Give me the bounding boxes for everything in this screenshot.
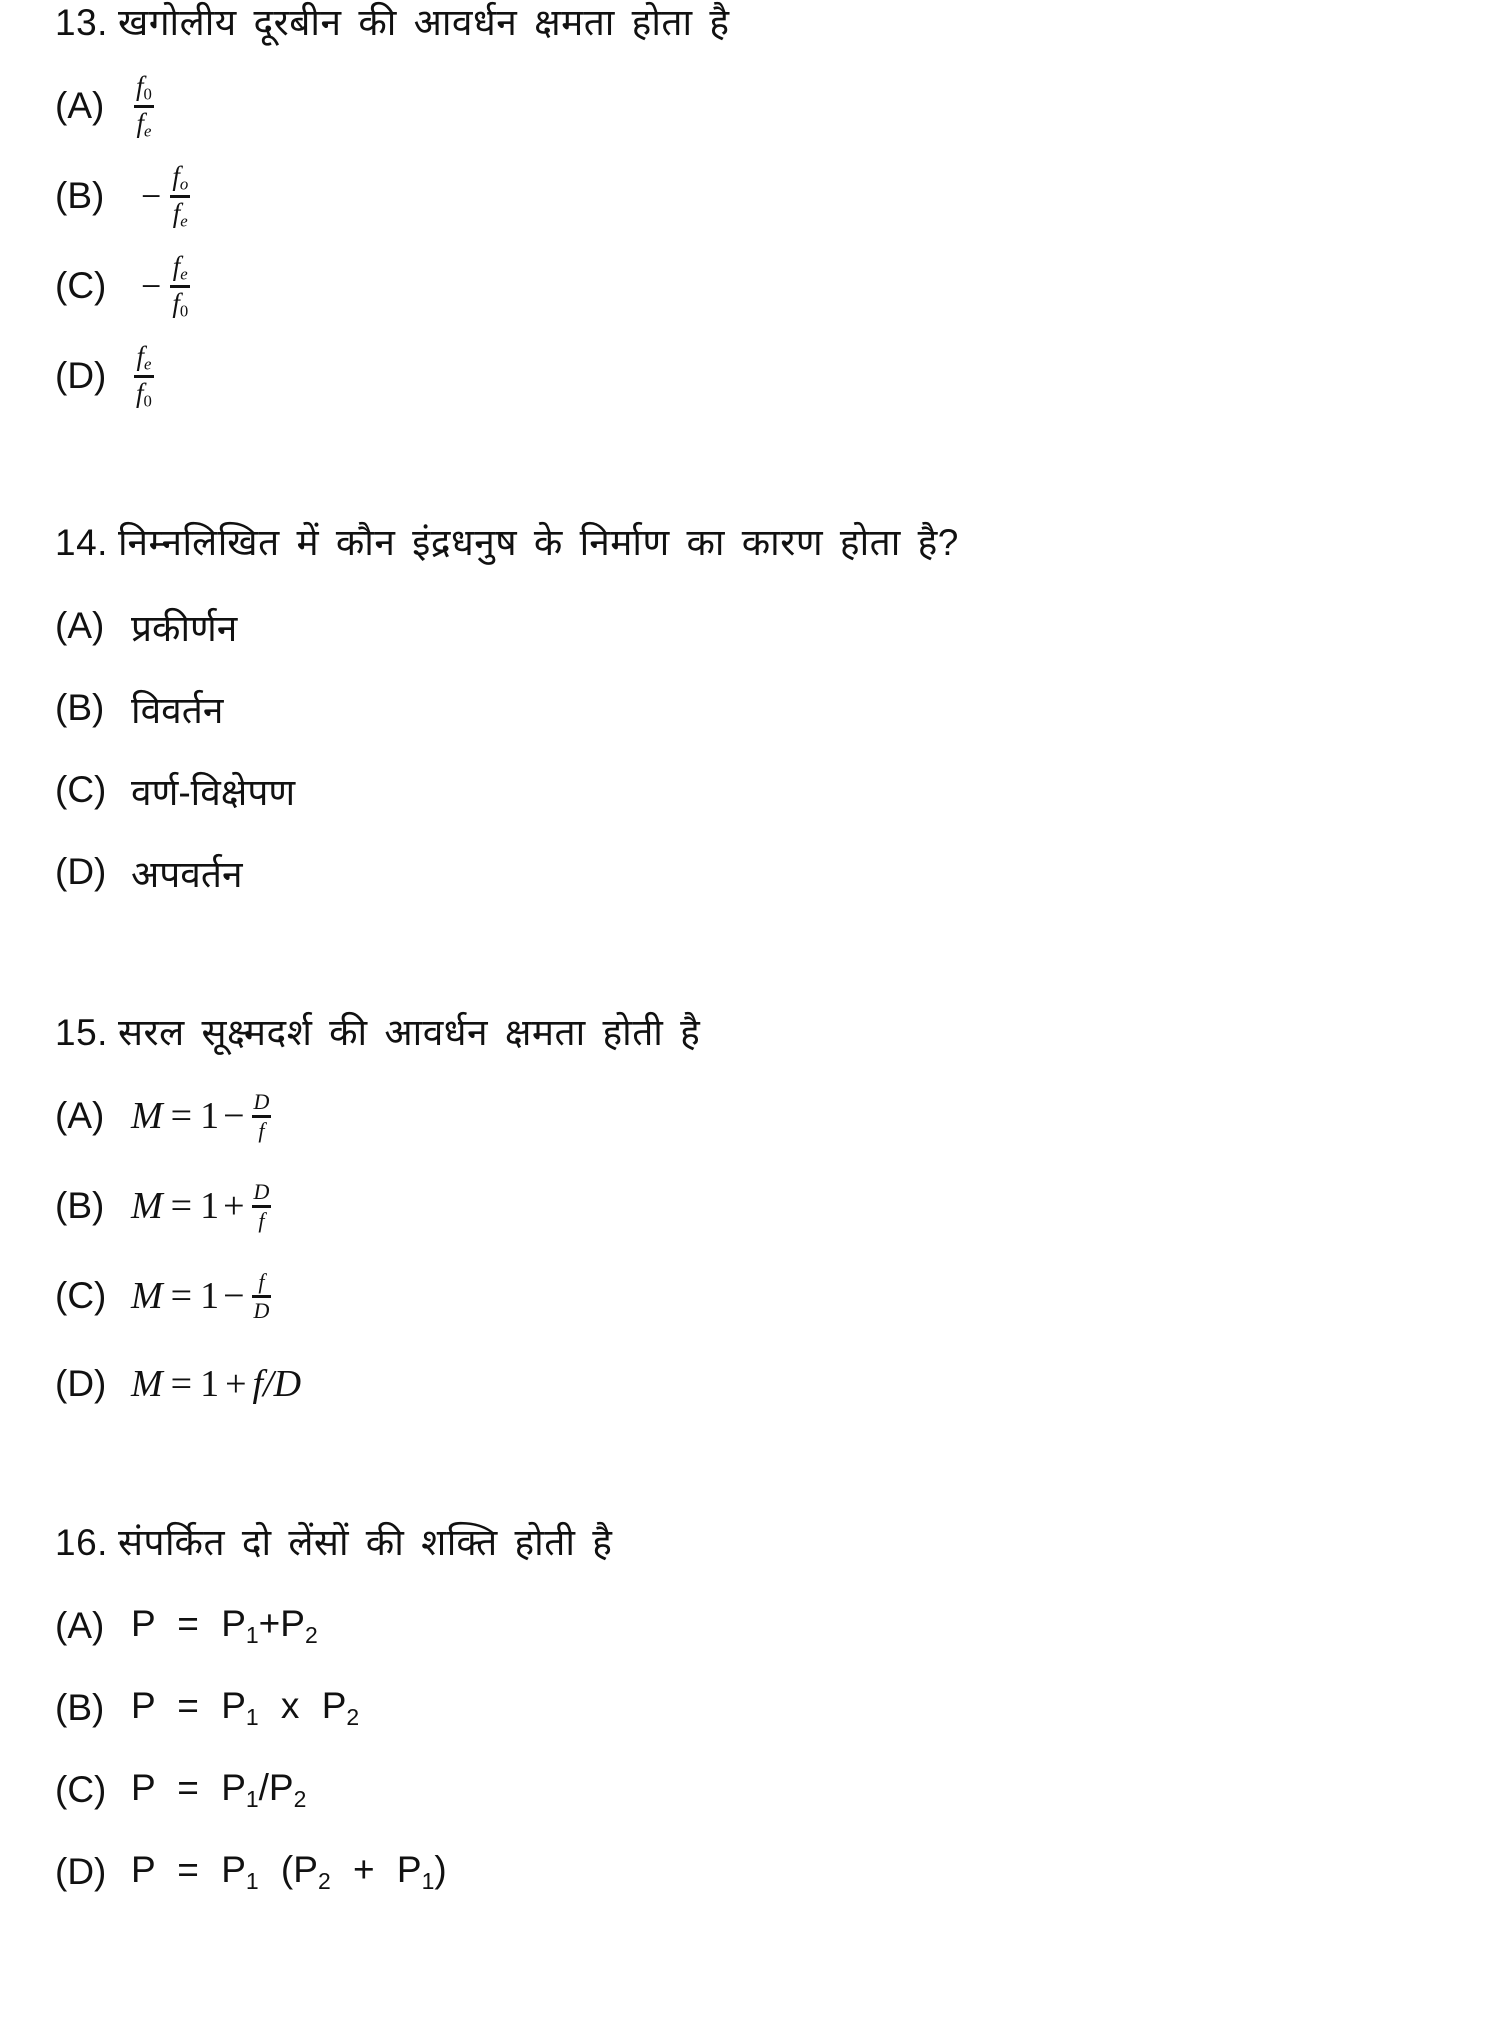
option-14-c[interactable] (55, 750, 295, 830)
question-number: 16. (55, 1522, 108, 1563)
fraction: $\frac{D}{f}$ (253, 1179, 270, 1233)
option-14-d[interactable] (55, 832, 242, 912)
option-label: (A) (55, 1605, 105, 1646)
option-label: (A) (55, 605, 105, 646)
option-label: (D) (55, 851, 107, 892)
question-14-text (55, 520, 1455, 566)
option-label: (D) (55, 355, 107, 396)
option-label: (B) (55, 1687, 105, 1728)
option-label: (A) (55, 85, 105, 126)
question-14 (55, 520, 1455, 895)
option-label: (B) (55, 687, 105, 728)
formula: M = 1 + $\frac{D}{f}$ (131, 1179, 270, 1233)
option-text: अपवर्तन (131, 853, 243, 895)
option-label: (B) (55, 175, 105, 216)
fraction: $\frac{fe}{f_0}$ (136, 341, 152, 411)
option-label: (C) (55, 1769, 107, 1810)
question-16-text (55, 1520, 1455, 1566)
option-label: (A) (55, 1095, 105, 1136)
minus-sign: − (141, 266, 162, 306)
question-number: 15. (55, 1012, 108, 1053)
formula: M = 1 + f/D (131, 1363, 302, 1405)
option-label: (D) (55, 1851, 107, 1892)
option-16-d[interactable] (55, 1832, 447, 1912)
question-15 (55, 1010, 1455, 1405)
option-13-c[interactable] (55, 246, 193, 326)
option-16-b[interactable] (55, 1668, 359, 1748)
question-prompt: खगोलीय दूरबीन की आवर्धन क्षमता होता है (117, 2, 730, 43)
option-text: विवर्तन (131, 689, 224, 731)
option-16-a[interactable] (55, 1586, 318, 1666)
formula: $P = P_1$ $(P_2 + P_1)$ (131, 1849, 447, 1894)
question-number: 13. (55, 2, 108, 43)
question-prompt: सरल सूक्ष्मदर्श की आवर्धन क्षमता होती है (117, 1012, 701, 1053)
option-13-d[interactable] (55, 336, 157, 416)
question-15-text (55, 1010, 1455, 1056)
minus-sign: − (141, 176, 162, 216)
question-prompt: संपर्कित दो लेंसों की शक्ति होती है (117, 1522, 613, 1563)
option-label: (C) (55, 769, 107, 810)
question-13 (55, 0, 1455, 411)
option-13-a[interactable] (55, 66, 157, 146)
formula: $P = P_1$ x $P_2$ (131, 1685, 360, 1730)
option-label: (D) (55, 1363, 107, 1404)
formula: M = 1 − $\frac{D}{f}$ (131, 1089, 270, 1143)
option-label: (C) (55, 1275, 107, 1316)
option-label: (C) (55, 265, 107, 306)
fraction: $\frac{fo}{fe}$ (172, 161, 189, 231)
formula: $P = P_1+P_2$ (131, 1603, 318, 1648)
option-15-d[interactable] (55, 1344, 301, 1424)
question-prompt: निम्नलिखित में कौन इंद्रधनुष के निर्माण का कारण होता है? (117, 522, 959, 563)
fraction: $\frac{fe}{f_0}$ (172, 251, 189, 321)
option-label: (B) (55, 1185, 105, 1226)
formula: $P = P_1/P_2$ (131, 1767, 307, 1812)
question-16 (55, 1520, 1455, 1894)
question-number: 14. (55, 522, 108, 563)
option-14-b[interactable] (55, 668, 223, 748)
option-text: प्रकीर्णन (131, 607, 238, 649)
option-15-a[interactable] (55, 1076, 274, 1156)
fraction: $\frac{D}{f}$ (253, 1089, 270, 1143)
option-text: वर्ण-विक्षेपण (131, 771, 296, 813)
fraction: $\frac{f_0}{fe}$ (136, 71, 152, 141)
option-15-c[interactable] (55, 1256, 274, 1336)
option-15-b[interactable] (55, 1166, 274, 1246)
formula: M = 1 − $\frac{f}{D}$ (131, 1269, 270, 1323)
question-13-text (55, 0, 1455, 46)
option-16-c[interactable] (55, 1750, 306, 1830)
option-14-a[interactable] (55, 586, 237, 666)
fraction: $\frac{f}{D}$ (253, 1269, 270, 1323)
option-13-b[interactable] (55, 156, 193, 236)
